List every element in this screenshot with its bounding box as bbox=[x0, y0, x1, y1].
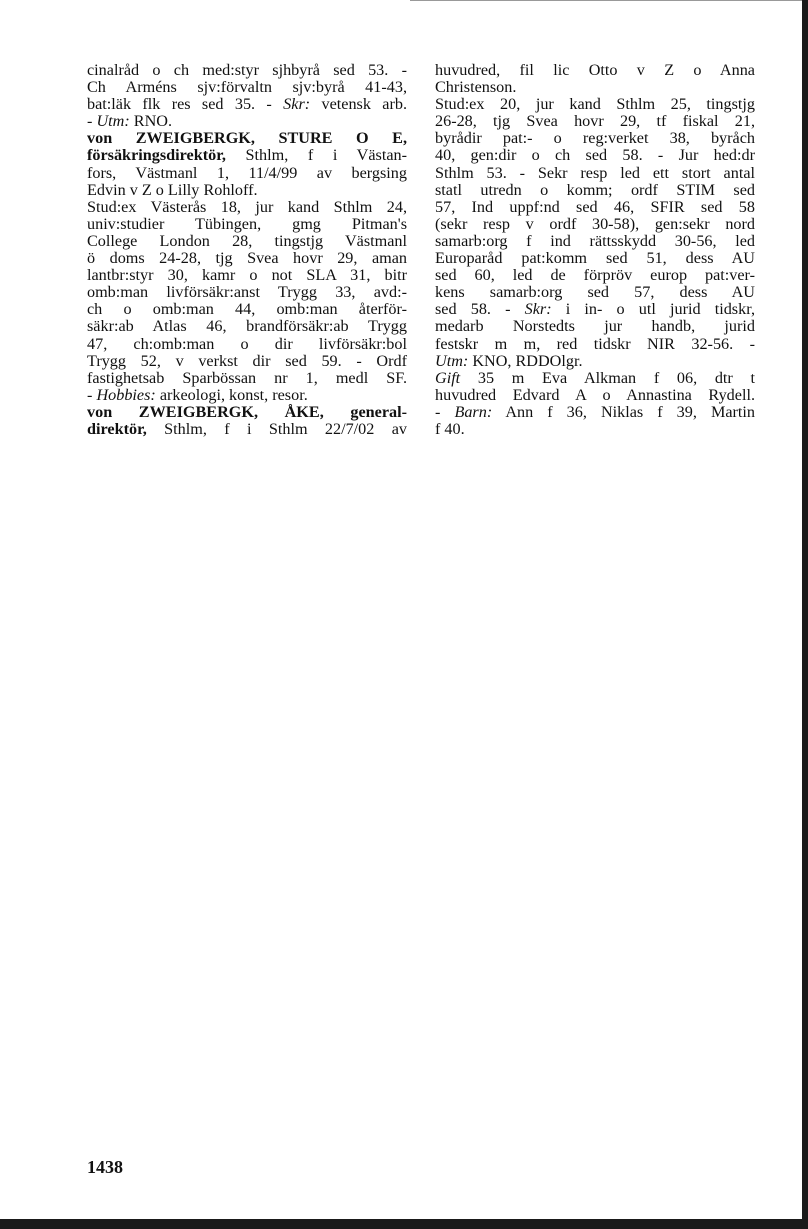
text-line: ö doms 24-28, tjg Svea hovr 29, aman bbox=[87, 249, 407, 268]
text-line: Europaråd pat:komm sed 51, dess AU bbox=[435, 249, 755, 268]
entry-heading-sture: von ZWEIGBERGK, STURE O E, bbox=[87, 129, 407, 148]
text-line: Sthlm 53. - Sekr resp led ett stort antal bbox=[435, 163, 755, 182]
text-line: lantbr:styr 30, kamr o not SLA 31, bitr bbox=[87, 266, 407, 285]
page-number: 1438 bbox=[87, 1157, 123, 1177]
text-line: - Barn: Ann f 36, Niklas f 39, Martin bbox=[435, 402, 756, 421]
text-line: festskr m m, red tidskr NIR 32-56. - bbox=[435, 334, 755, 353]
text-line: 47, ch:omb:man o dir livförsäkr:bol bbox=[87, 334, 407, 353]
text-line: Edvin v Z o Lilly Rohloff. bbox=[87, 180, 258, 199]
text-line: huvudred, fil lic Otto v Z o Anna bbox=[435, 61, 755, 79]
text-line: Christenson. bbox=[435, 78, 517, 97]
text-line: - Hobbies: arkeologi, konst, resor. bbox=[87, 385, 308, 404]
text-line: - Utm: RNO. bbox=[87, 112, 172, 131]
text-line: statl utredn o komm; ordf STIM sed bbox=[435, 180, 755, 199]
text-line: Trygg 52, v verkst dir sed 59. - Ordf bbox=[87, 351, 407, 370]
text-line: säkr:ab Atlas 46, brandförsäkr:ab Trygg bbox=[87, 317, 407, 336]
text-line: samarb:org f ind rättsskydd 30-56, led bbox=[435, 231, 755, 250]
text-line: 26-28, tjg Svea hovr 29, tf fiskal 21, bbox=[435, 112, 755, 131]
text-line: 57, Ind uppf:nd sed 46, SFIR sed 58 bbox=[435, 197, 755, 216]
text-line: försäkringsdirektör, Sthlm, f i Västan- bbox=[87, 146, 407, 165]
text-line: medarb Norstedts jur handb, jurid bbox=[435, 317, 755, 336]
text-line: huvudred Edvard A o Annastina Rydell. bbox=[435, 385, 755, 404]
text-line: bat:läk flk res sed 35. - Skr: vetensk arb. bbox=[87, 95, 407, 114]
scan-bottom-edge bbox=[0, 1219, 808, 1229]
text-line: fastighetsab Sparbössan nr 1, medl SF. bbox=[87, 368, 407, 387]
text-line: kens samarb:org sed 57, dess AU bbox=[435, 283, 755, 302]
scan-top-edge bbox=[410, 0, 808, 1]
text-line: sed 60, led de förpröv europ pat:ver- bbox=[435, 266, 755, 285]
text-line: Gift 35 m Eva Alkman f 06, dtr t bbox=[435, 368, 755, 387]
text-line: 40, gen:dir o ch sed 58. - Jur hed:dr bbox=[435, 146, 755, 165]
right-column bbox=[435, 62, 755, 438]
entry-heading-ake: von ZWEIGBERGK, ÅKE, general- bbox=[87, 402, 407, 421]
text-line: Ch Arméns sjv:förvaltn sjv:byrå 41-43, bbox=[87, 78, 407, 97]
text-line: f 40. bbox=[435, 419, 465, 438]
text-line: univ:studier Tübingen, gmg Pitman's bbox=[87, 214, 407, 233]
text-line: direktör, Sthlm, f i Sthlm 22/7/02 av bbox=[87, 419, 407, 438]
scan-right-edge bbox=[802, 0, 808, 1229]
text-line: (sekr resp v ordf 30-58), gen:sekr nord bbox=[435, 214, 755, 233]
text-line: cinalråd o ch med:styr sjhbyrå sed 53. - bbox=[87, 61, 407, 79]
text-line: fors, Västmanl 1, 11/4/99 av bergsing bbox=[87, 163, 407, 182]
text-line: sed 58. - Skr: i in- o utl jurid tidskr, bbox=[435, 300, 755, 319]
text-line: byrådir pat:- o reg:verket 38, byråch bbox=[435, 129, 755, 148]
left-column bbox=[87, 62, 407, 438]
text-line: Utm: KNO, RDDOlgr. bbox=[435, 351, 583, 370]
text-line: Stud:ex 20, jur kand Sthlm 25, tingstjg bbox=[435, 95, 755, 114]
text-line: Stud:ex Västerås 18, jur kand Sthlm 24, bbox=[87, 197, 407, 216]
text-line: College London 28, tingstjg Västmanl bbox=[87, 231, 407, 250]
text-line: omb:man livförsäkr:anst Trygg 33, avd:- bbox=[87, 283, 407, 302]
text-line: ch o omb:man 44, omb:man återför- bbox=[87, 300, 407, 319]
